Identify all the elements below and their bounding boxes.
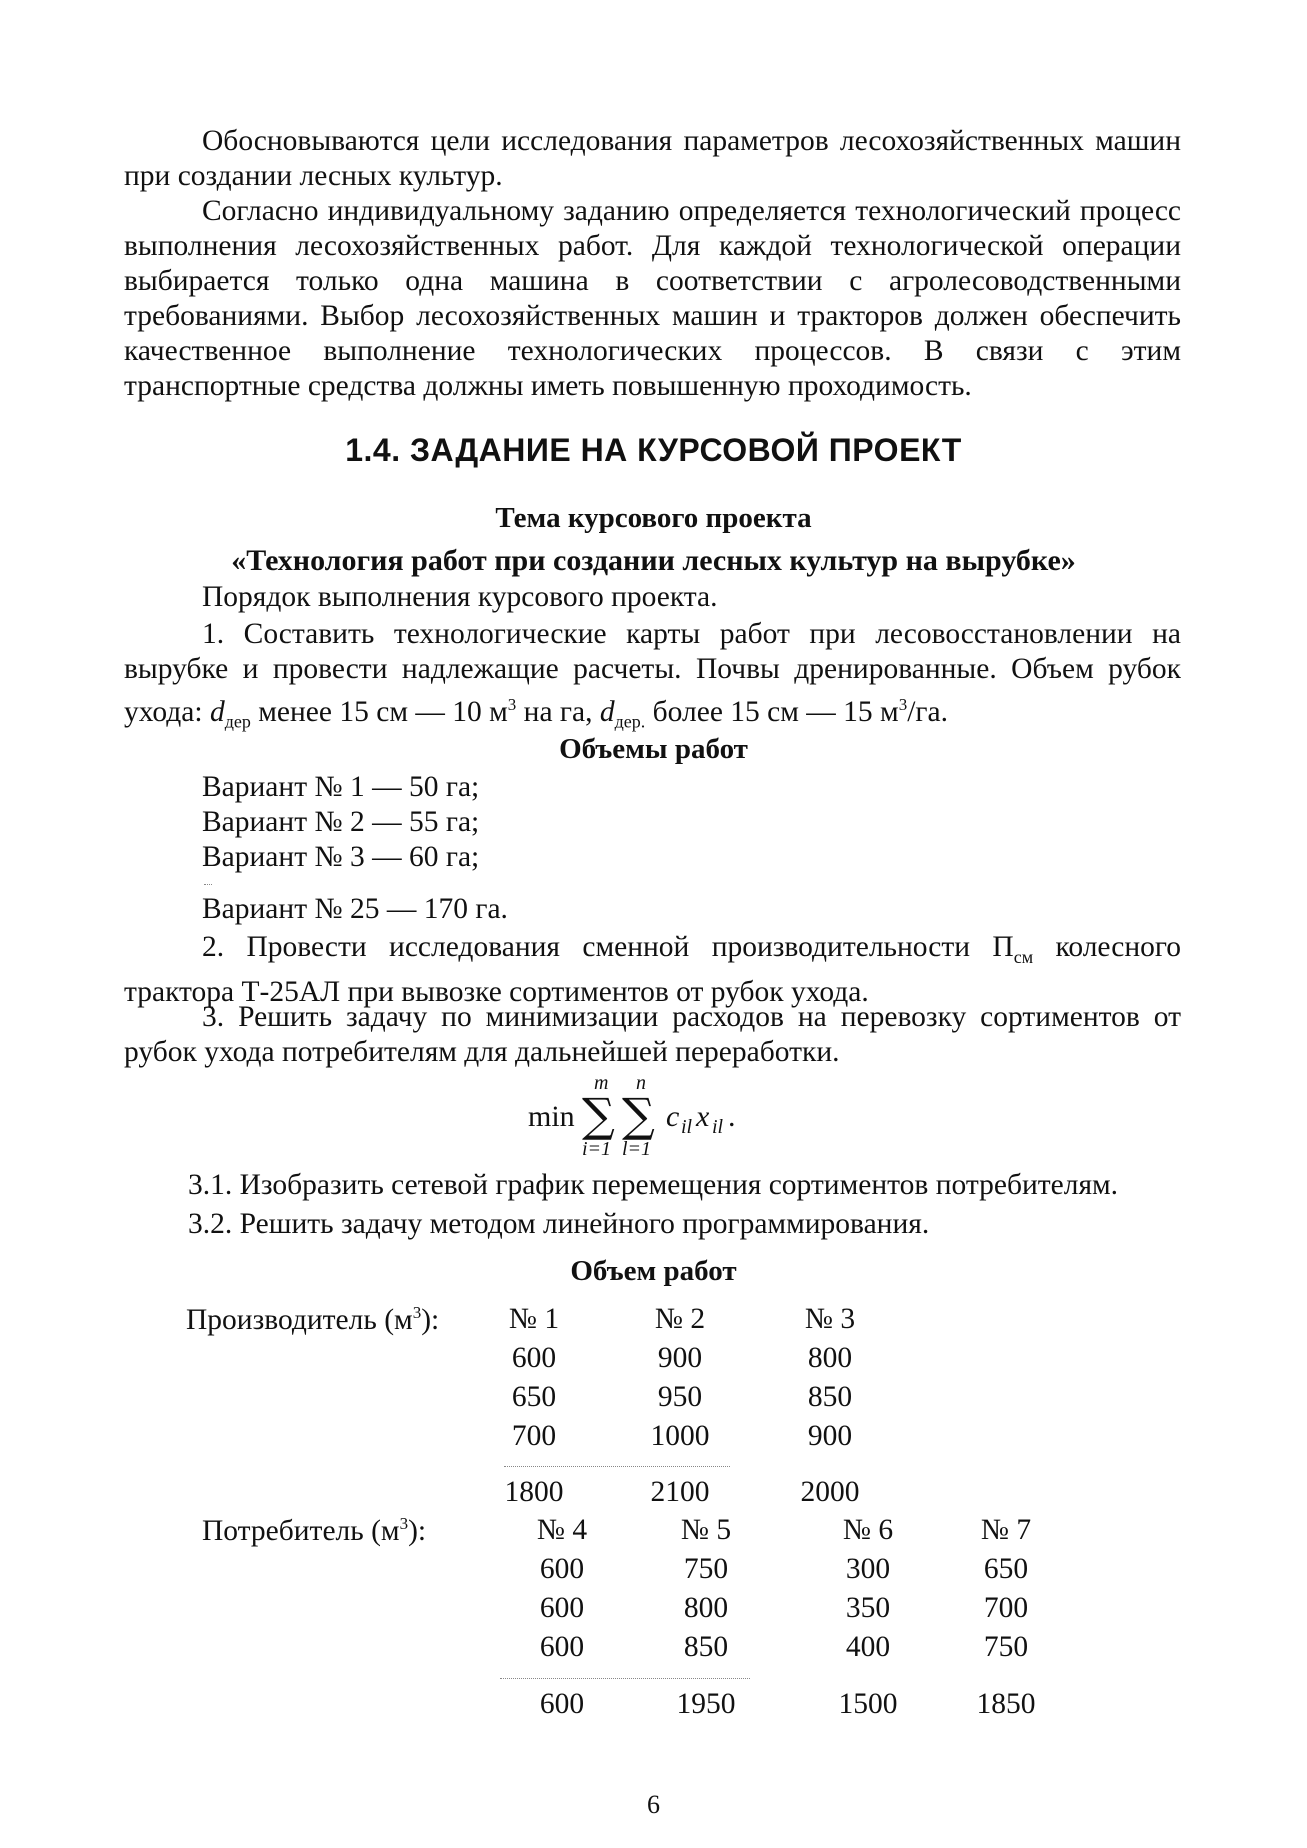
consumers-cell: 750	[683, 1553, 729, 1585]
consumers-header: № 6	[842, 1514, 894, 1546]
producers-cell: 900	[657, 1342, 703, 1374]
paragraph-process: Согласно индивидуальному заданию определяется технологический процесс выполнения лесохозяйственных работ. Для каждой технологической операции выбирается только одна машина в соответствии с агролесоводственными требованиями. Выбор лесохозяйственных машин и тракторов должен обеспечить качественное выполнение технологических процессов. В связи с этим транспортные средства должны иметь повышенную проходимость.	[124, 195, 1181, 402]
variant-2: Вариант № 2 — 55 га;	[202, 806, 480, 838]
topic-title: «Технология работ при создании лесных культур на вырубке»	[231, 544, 1076, 577]
sum-1-top: m	[594, 1072, 609, 1094]
sum-sign-1: ∑	[582, 1088, 615, 1142]
variant-25: Вариант № 25 — 170 га.	[202, 893, 508, 925]
formula-c-sub: il	[681, 1116, 693, 1138]
producers-total: 2100	[650, 1476, 710, 1508]
formula-dot: .	[728, 1100, 736, 1133]
item-1-text: 1. Составить технологические карты работ при лесовосстановлении на вырубке и провести надлежащие расчеты. Почвы дренированные. Объем рубок ухода:	[124, 618, 1181, 728]
d-subscript-2: дер.	[614, 711, 646, 732]
work-heading: Объем работ	[570, 1255, 737, 1287]
consumers-header: № 5	[680, 1514, 732, 1546]
formula-c: c	[666, 1100, 680, 1133]
producers-label-sup: 3	[412, 1303, 422, 1322]
producers-cell: 600	[511, 1342, 557, 1374]
formula-x: x	[696, 1100, 710, 1133]
sum-1-bottom: i=1	[582, 1138, 612, 1160]
item-3-2: 3.2. Решить задачу методом линейного программирования.	[188, 1208, 930, 1240]
consumers-label-end: ):	[408, 1514, 427, 1547]
consumers-cell: 800	[683, 1592, 729, 1624]
item-2-text-a: 2. Провести исследования сменной производительности П	[202, 931, 1014, 963]
producers-header: № 1	[508, 1303, 560, 1335]
consumers-cell: 300	[845, 1553, 891, 1585]
consumers-total: 1950	[676, 1688, 736, 1720]
item-2-sub: см	[1013, 946, 1034, 967]
producers-cell: 650	[511, 1381, 557, 1413]
d-symbol: d	[209, 695, 225, 728]
d-symbol-2: d	[599, 695, 615, 728]
section-title: 1.4. ЗАДАНИЕ НА КУРСОВОЙ ПРОЕКТ	[345, 432, 962, 468]
item-1-t1: менее 15 см — 10 м	[250, 695, 508, 728]
consumers-label-text: Потребитель (м	[202, 1514, 400, 1547]
producers-cell: 900	[807, 1420, 853, 1452]
variant-3: Вариант № 3 — 60 га;	[202, 841, 480, 873]
item-3-1: 3.1. Изобразить сетевой график перемещения сортиментов потребителям.	[188, 1169, 1119, 1201]
consumers-divider	[500, 1678, 750, 1681]
item-1-t3: более 15 см — 15 м	[645, 695, 899, 728]
producers-cell: 950	[657, 1381, 703, 1413]
consumers-total: 1500	[838, 1688, 898, 1720]
producers-label-end: ):	[421, 1303, 440, 1336]
consumers-cell: 600	[539, 1592, 585, 1624]
item-3: 3. Решить задачу по минимизации расходов на перевозку сортиментов от рубок ухода потребителям для дальнейшей переработки.	[124, 1001, 1181, 1068]
producers-total: 1800	[504, 1476, 564, 1508]
item-1	[124, 617, 1181, 740]
producers-cell: 700	[511, 1420, 557, 1452]
consumers-header: № 4	[536, 1514, 588, 1546]
producers-header: № 3	[804, 1303, 856, 1335]
item-1-t2: на га,	[516, 695, 600, 728]
sum-2-bottom: l=1	[622, 1138, 652, 1160]
sup-3: 3	[507, 695, 517, 714]
consumers-total: 600	[539, 1688, 585, 1720]
topic-label: Тема курсового проекта	[495, 502, 812, 534]
consumers-cell: 600	[539, 1553, 585, 1585]
producers-divider	[504, 1466, 730, 1469]
consumers-cell: 350	[845, 1592, 891, 1624]
paragraph-goals: Обосновываются цели исследования параметров лесохозяйственных машин при создании лесных культур.	[124, 125, 1181, 192]
consumers-cell: 700	[983, 1592, 1029, 1624]
item-2	[124, 930, 1181, 1010]
consumers-total: 1850	[976, 1688, 1036, 1720]
producers-label-text: Производитель (м	[186, 1303, 413, 1336]
consumers-cell: 600	[539, 1631, 585, 1663]
page-number: 6	[647, 1790, 660, 1819]
producers-cell: 1000	[650, 1420, 710, 1452]
order-intro: Порядок выполнения курсового проекта.	[202, 581, 718, 613]
objective-formula	[524, 1072, 754, 1162]
sum-sign-2: ∑	[622, 1088, 655, 1142]
sum-2-top: n	[636, 1072, 646, 1094]
consumers-label	[202, 1514, 426, 1548]
consumers-header: № 7	[980, 1514, 1032, 1546]
ellipsis-dots	[204, 884, 212, 887]
d-subscript: дер	[224, 711, 251, 732]
sup-3-b: 3	[898, 695, 908, 714]
consumers-label-sup: 3	[399, 1514, 409, 1533]
formula-min: min	[528, 1100, 575, 1133]
consumers-cell: 850	[683, 1631, 729, 1663]
consumers-cell: 750	[983, 1631, 1029, 1663]
producers-cell: 800	[807, 1342, 853, 1374]
consumers-cell: 650	[983, 1553, 1029, 1585]
formula-x-sub: il	[712, 1116, 724, 1138]
item-1-t4: /га.	[907, 695, 948, 728]
producers-total: 2000	[800, 1476, 860, 1508]
item-2-text-b: колесного трактора Т-25АЛ при вывозке сортиментов от рубок ухода.	[124, 931, 1181, 1008]
producers-header: № 2	[654, 1303, 706, 1335]
producers-cell: 850	[807, 1381, 853, 1413]
volumes-heading: Объемы работ	[559, 733, 748, 765]
consumers-cell: 400	[845, 1631, 891, 1663]
variant-1: Вариант № 1 — 50 га;	[202, 771, 480, 803]
producers-label	[186, 1303, 439, 1337]
